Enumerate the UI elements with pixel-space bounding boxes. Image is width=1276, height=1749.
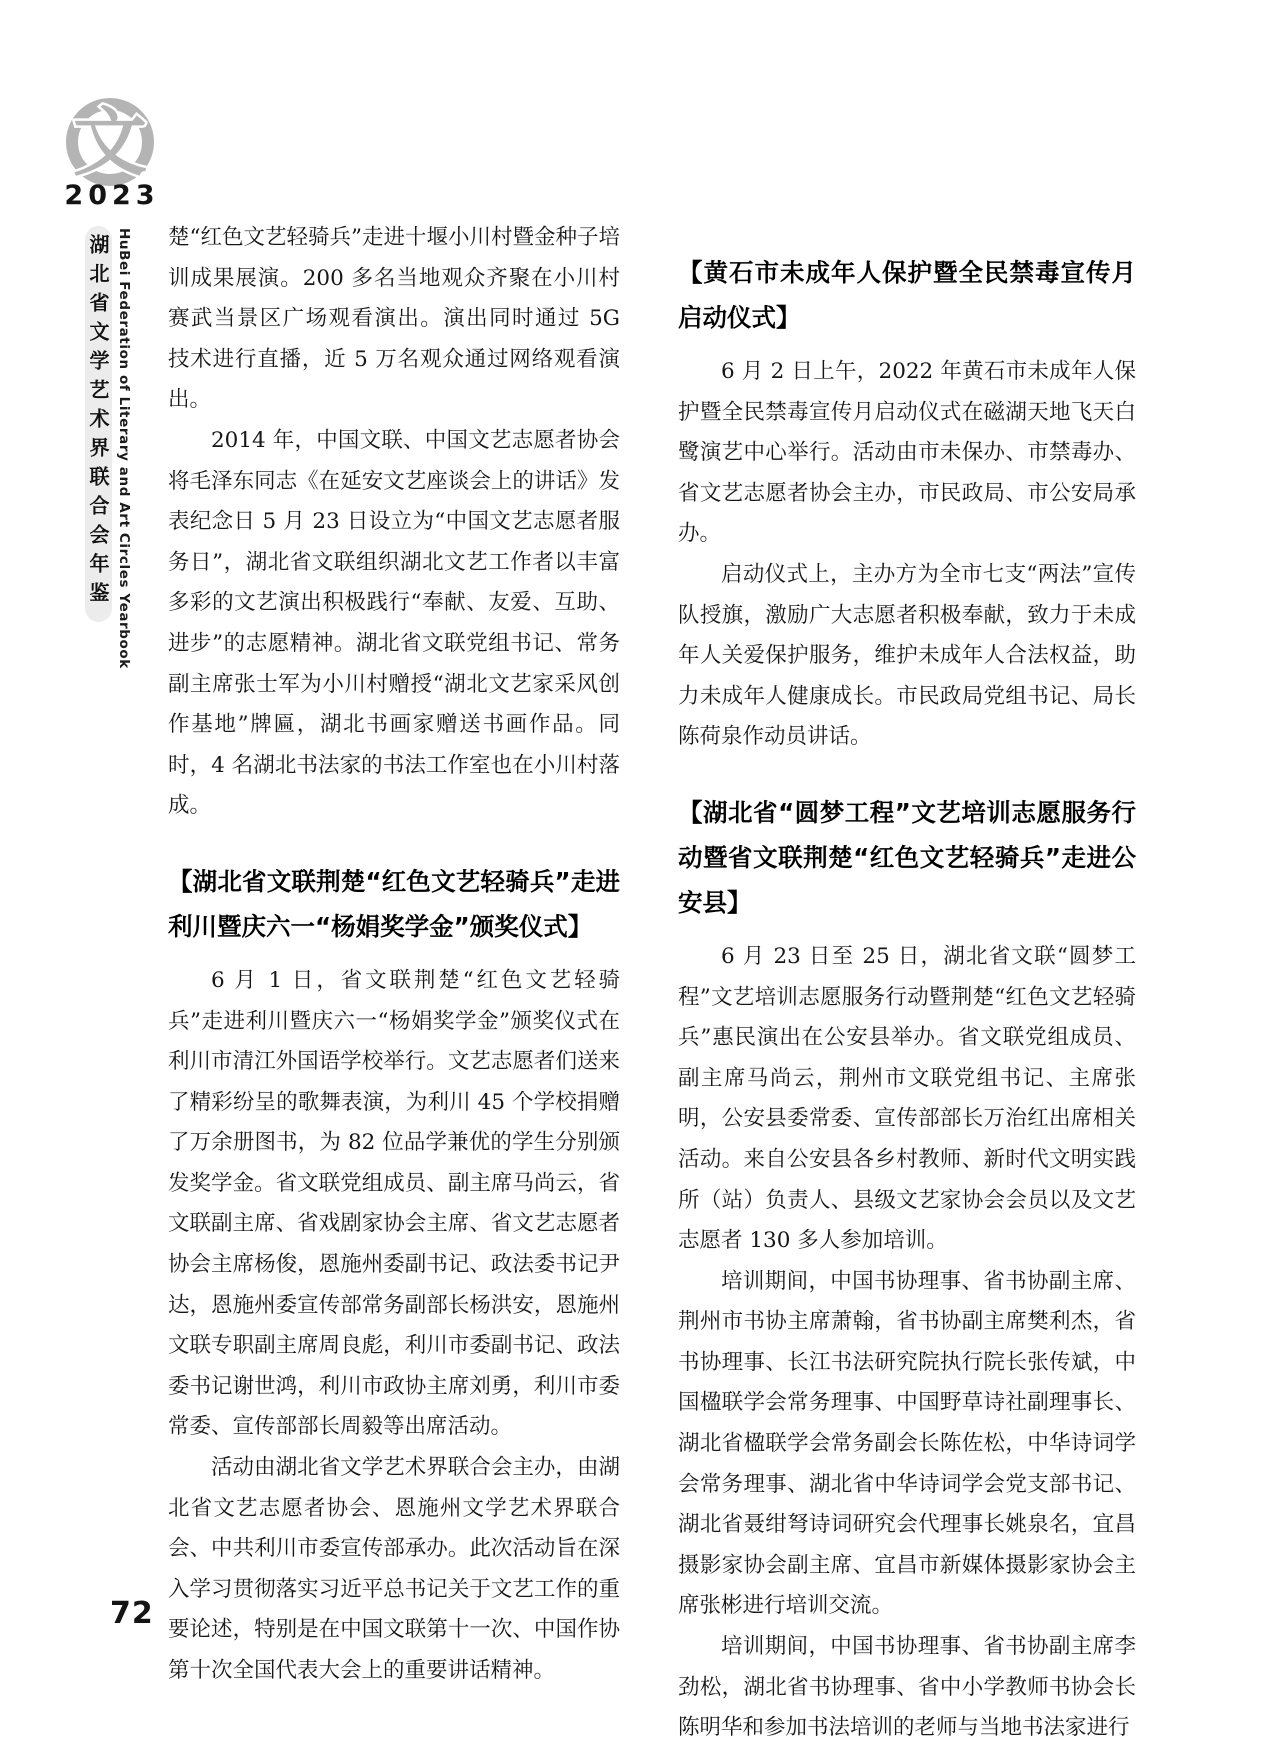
sidebar-title-chinese: 湖北省文学艺术界联合会年鉴 bbox=[86, 234, 110, 611]
paragraph: 6 月 1 日，省文联荆楚“红色文艺轻骑兵”走进利川暨庆六一“杨娟奖学金”颁奖仪式在利川市清江外国语学校举行。文艺志愿者们送来了精彩纷呈的歌舞表演，为利川 45 个学校捐赠了万余册图书，为 82 位品学兼优的学生分别颁发奖学金。省文联党组成员、副主席马尚云，省文联副主席、省戏剧家协会主席、省文艺志愿者协会主席杨俊，恩施州委副书记、政法委书记尹达，恩施州委宣传部常务副部长杨洪安，恩施州文联专职副主席周良彪，利川市委副书记、政法委书记谢世鸿，利川市政协主席刘勇，利川市委常委、宣传部部长周毅等出席活动。 bbox=[168, 967, 620, 1440]
sidebar-bar bbox=[85, 226, 112, 622]
paragraph: 启动仪式上，主办方为全市七支“两法”宣传队授旗，激励广大志愿者积极奉献，致力于未成年人关爱保护服务，维护未成年人合法权益，助力未成年人健康成长。市民政局党组书记、局长陈荷泉作动员讲话。 bbox=[678, 561, 1136, 750]
masthead bbox=[56, 88, 164, 211]
paragraph: 楚“红色文艺轻骑兵”走进十堰小川村暨金种子培训成果展演。200 多名当地观众齐聚在小川村赛武当景区广场观看演出。演出同时通过 5G 技术进行直播，近 5 万名观众通过网络观看演出。 bbox=[168, 225, 620, 413]
entry-heading: 【湖北省“圆梦工程”文艺培训志愿服务行动暨省文联荆楚“红色文艺轻骑兵”走进公安县】 bbox=[678, 797, 1136, 917]
entry-heading: 【黄石市未成年人保护暨全民禁毒宣传月启动仪式】 bbox=[678, 258, 1136, 332]
paragraph: 6 月 2 日上午，2022 年黄石市未成年人保护暨全民禁毒宣传月启动仪式在磁湖天地飞天白鹭演艺中心举行。活动由市未保办、市禁毒办、省文艺志愿者协会主办，市民政局、市公安局承办。 bbox=[678, 359, 1136, 547]
sidebar-title-english: HuBei Federation of Literary and Art Circles Yearbook bbox=[116, 228, 132, 669]
paragraph: 6 月 23 日至 25 日，湖北省文联“圆梦工程”文艺培训志愿服务行动暨荆楚“红色文艺轻骑兵”惠民演出在公安县举办。省文联党组成员、副主席马尚云，荆州市文联党组书记、主席张明，公安县委常委、宣传部部长万治红出席相关活动。来自公安县各乡村教师、新时代文明实践所（站）负责人、县级文艺家协会会员以及文艺志愿者 130 多人参加培训。 bbox=[678, 943, 1136, 1254]
logo-glyph: 文 bbox=[73, 100, 147, 186]
left-column bbox=[168, 218, 620, 1692]
paragraph: 活动由湖北省文学艺术界联合会主办，由湖北省文艺志愿者协会、恩施州文学艺术界联合会、中共利川市委宣传部承办。此次活动旨在深入学习贯彻落实习近平总书记关于文艺工作的重要论述，特别是在中国文联第十一次、中国作协第十次全国代表大会上的重要讲话精神。 bbox=[168, 1455, 620, 1683]
paragraph: 2014 年，中国文联、中国文艺志愿者协会将毛泽东同志《在延安文艺座谈会上的讲话》发表纪念日 5 月 23 日设立为“中国文艺志愿者服务日”，湖北省文联组织湖北文艺工作者以丰富多彩的文艺演出积极践行“奉献、友爱、互助、进步”的志愿精神。湖北省文联党组书记、常务副主席张士军为小川村赠授“湖北文艺家采风创作基地”牌匾，湖北书画家赠送书画作品。同时，4 名湖北书法家的书法工作室也在小川村落成。 bbox=[168, 427, 620, 819]
right-column bbox=[678, 218, 1136, 1749]
page-number: 72 bbox=[110, 1596, 154, 1631]
federation-emblem-icon bbox=[58, 88, 162, 192]
paragraph: 培训期间，中国书协理事、省书协副主席李劲松，湖北省书协理事、省中小学教师书协会长陈明华和参加书法培训的老师与当地书法家进行 bbox=[678, 1634, 1136, 1741]
entry-heading: 【湖北省文联荆楚“红色文艺轻骑兵”走进利川暨庆六一“杨娟奖学金”颁奖仪式】 bbox=[168, 866, 620, 941]
paragraph: 培训期间，中国书协理事、省书协副主席、荆州市书协主席萧翰，省书协副主席樊利杰，省书协理事、长江书法研究院执行院长张传斌，中国楹联学会常务理事、中国野草诗社副理事长、湖北省楹联学会常务副会长陈佐松，中华诗词学会常务理事、湖北省中华诗词学会党支部书记、湖北省聂绀弩诗词研究会代理事长姚泉名，宜昌摄影家协会副主席、宜昌市新媒体摄影家协会主席张彬进行培训交流。 bbox=[678, 1268, 1136, 1619]
masthead-year: 2023 bbox=[64, 180, 160, 211]
